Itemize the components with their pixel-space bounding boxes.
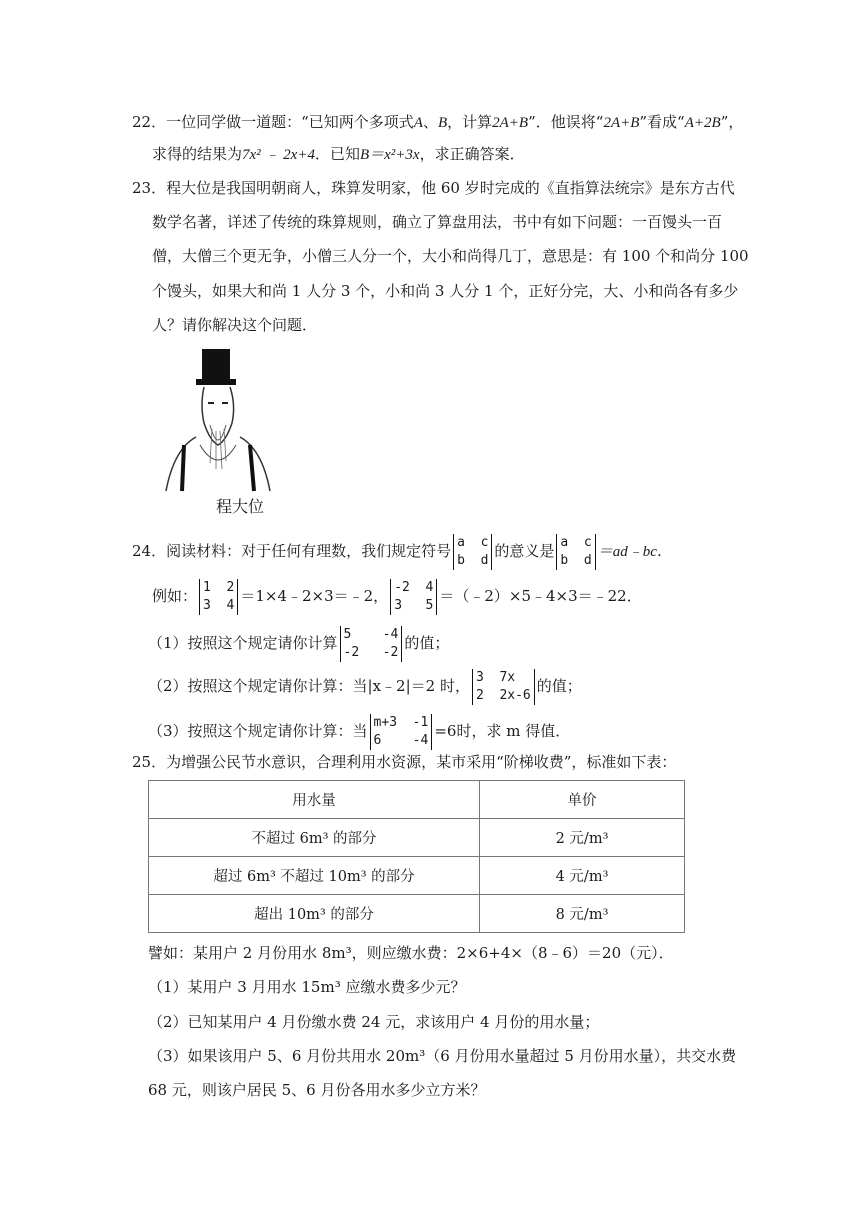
q22-text: ，计算 xyxy=(447,113,493,131)
symbol-determinant xyxy=(453,534,492,570)
table-cell: 超过 6m³ 不超过 10m³ 的部分 xyxy=(149,857,480,895)
det-row: -2 4 xyxy=(394,580,434,595)
portrait-caption: 程大位 xyxy=(216,497,265,516)
symbol-determinant xyxy=(556,534,595,570)
q22-text: ”， xyxy=(720,113,744,131)
det-row: 3 5 xyxy=(394,598,434,613)
q25-example: 譬如：某用户 2 月份用水 8m³，则应缴水费：2×6+4×（8﹣6）＝20（元）． xyxy=(148,944,674,962)
table-header-row xyxy=(149,781,685,819)
q24-text: ＝（﹣2）×5﹣4×3＝﹣22． xyxy=(439,587,642,605)
det-row: a c xyxy=(457,535,489,550)
q24-text: （3）按照这个规定请你计算：当 xyxy=(148,722,368,740)
q24-text: ＝1×4﹣2×3＝﹣2， xyxy=(240,587,389,605)
q24-text: （1）按照这个规定请你计算 xyxy=(148,634,338,652)
var-A: A xyxy=(413,115,423,131)
q24-text: 24．阅读材料：对于任何有理数，我们规定符号 xyxy=(132,542,452,560)
q25-part3: （3）如果该用户 5、6 月份共用水 20m³（6 月份用水量超过 5 月份用水量），共交水费 xyxy=(148,1047,737,1065)
det-row: a c xyxy=(560,535,592,550)
part3-determinant xyxy=(370,714,433,750)
det-row: 1 2 xyxy=(203,580,235,595)
q22-text: ．已知 xyxy=(314,145,360,163)
example-determinant-2 xyxy=(390,579,437,615)
q23-line: 个馒头，如果大和尚 1 人分 3 个，小和尚 3 人分 1 个，正好分完，大、小和尚各有多少 xyxy=(152,282,739,300)
q24-text: （2）按照这个规定请你计算：当|x﹣2|＝2 时， xyxy=(148,677,470,695)
q22-sep: 、 xyxy=(422,113,438,131)
det-row: 6 -4 xyxy=(373,733,429,748)
q22-line2 xyxy=(152,144,525,165)
var-B: B xyxy=(437,115,448,131)
q22-result: 7x² ﹣ 2x+4 xyxy=(242,147,315,163)
part2-determinant xyxy=(472,669,535,705)
q22-text: ”看成“ xyxy=(639,113,685,131)
q24-text: =6时，求 m 得值． xyxy=(434,722,571,740)
table-row xyxy=(149,857,685,895)
q24-text: 的意义是 xyxy=(494,542,555,560)
q22-line1 xyxy=(132,112,743,133)
q24-part3 xyxy=(148,714,570,750)
q22-expr: 2A+B xyxy=(603,115,640,131)
table-cell: 4 元/m³ xyxy=(480,857,685,895)
det-row: 3 7x xyxy=(475,670,516,685)
det-row: 3 4 xyxy=(203,598,235,613)
q24-text: 例如： xyxy=(152,587,198,605)
det-row: b d xyxy=(560,553,592,568)
q24-text: 的值； xyxy=(536,677,582,695)
example-determinant-1 xyxy=(199,579,238,615)
q24-intro xyxy=(132,534,672,570)
table-cell: 2 元/m³ xyxy=(480,819,685,857)
q24-example xyxy=(152,579,642,615)
q23-line: 僧，大僧三个更无争，小僧三人分一个，大小和尚得几丁，意思是：有 100 个和尚分 100 xyxy=(152,247,749,265)
q22-given: B＝x²+3x xyxy=(359,147,420,163)
table-row xyxy=(149,819,685,857)
det-row: m+3 -1 xyxy=(373,715,429,730)
q23-line: 人？请你解决这个问题． xyxy=(152,316,318,334)
table-cell: 超出 10m³ 的部分 xyxy=(149,895,480,933)
q24-part2 xyxy=(148,669,582,705)
q25-intro: 25．为增强公民节水意识，合理利用水资源，某市采用“阶梯收费”，标准如下表： xyxy=(132,753,677,771)
q22-expr: 2A+B xyxy=(492,115,529,131)
table-row xyxy=(149,895,685,933)
det-row: -2 -2 xyxy=(343,645,399,660)
det-row: b d xyxy=(457,553,489,568)
q25-part3-cont: 68 元，则该户居民 5、6 月份各用水多少立方米？ xyxy=(148,1081,486,1099)
q23-line: 23．程大位是我国明朝商人，珠算发明家，他 60 岁时完成的《直指算法统宗》是东方古代 xyxy=(132,179,735,197)
cheng-dawei-portrait xyxy=(160,345,278,495)
q22-text: ，求正确答案． xyxy=(419,145,525,163)
q24-text: 的值； xyxy=(404,634,450,652)
table-cell: 8 元/m³ xyxy=(480,895,685,933)
det-row: 5 -4 xyxy=(343,627,399,642)
q22-text: 求得的结果为 xyxy=(152,145,243,163)
q24-part1 xyxy=(148,626,449,662)
water-fee-table xyxy=(148,780,685,933)
q25-part2: （2）已知某用户 4 月份缴水费 24 元，求该用户 4 月份的用水量； xyxy=(148,1013,600,1031)
q22-text: 22．一位同学做一道题：“已知两个多项式 xyxy=(132,113,414,131)
part1-determinant xyxy=(340,626,403,662)
table-header: 单价 xyxy=(480,781,685,819)
det-row: 2 2x-6 xyxy=(475,688,531,703)
table-cell: 不超过 6m³ 的部分 xyxy=(149,819,480,857)
q25-part1: （1）某用户 3 月用水 15m³ 应缴水费多少元？ xyxy=(148,978,466,996)
q22-text: ”．他误将“ xyxy=(528,113,604,131)
q23-line: 数学名著，详述了传统的珠算规则，确立了算盘用法，书中有如下问题：一百馒头一百 xyxy=(152,213,723,231)
q22-expr: A+2B xyxy=(684,115,721,131)
q24-definition: ＝ad﹣bc． xyxy=(597,544,672,560)
table-header: 用水量 xyxy=(149,781,480,819)
